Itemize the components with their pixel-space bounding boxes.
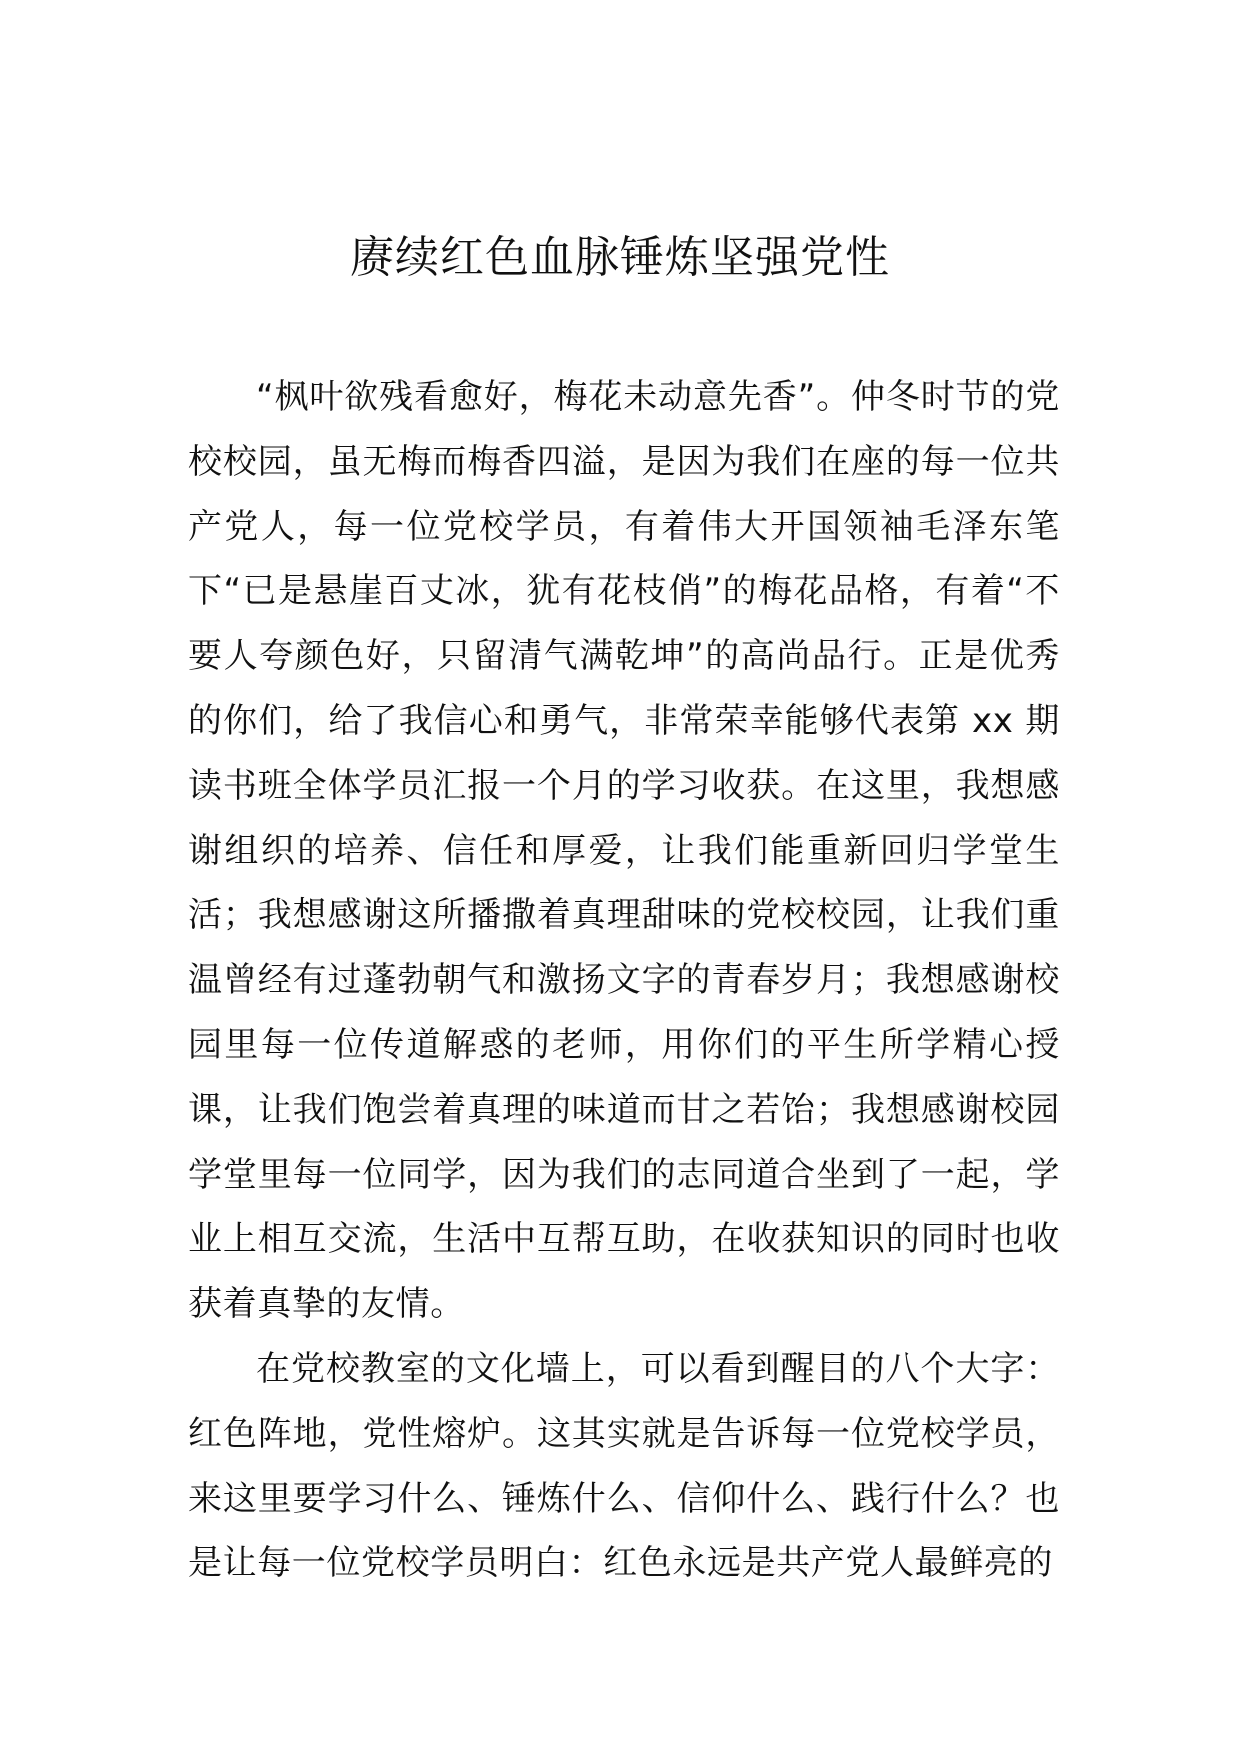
paragraph-2: 在党校教室的文化墙上，可以看到醒目的八个大字：红色阵地，党性熔炉。这其实就是告诉每一位党校学员，来这里要学习什么、锤炼什么、信仰什么、践行什么？也是让每一位党校学员明白：红色永远是共产党人最鲜亮的 <box>188 1348 1060 1584</box>
document-title: 赓续红色血脉锤炼坚强党性 <box>350 232 890 283</box>
document-body <box>188 365 1060 1596</box>
paragraph-1: “枫叶欲残看愈好，梅花未动意先香”。仲冬时节的党校校园，虽无梅而梅香四溢，是因为我们在座的每一位共产党人，每一位党校学员，有着伟大开国领袖毛泽东笔下“已是悬崖百丈冰，犹有花枝俏”的梅花品格，有着“不要人夸颜色好，只留清气满乾坤”的高尚品行。正是优秀的你们，给了我信心和勇气，非常荣幸能够代表第 xx 期读书班全体学员汇报一个月的学习收获。在这里，我想感谢组织的培养、信任和厚爱，让我们能重新回归学堂生活；我想感谢这所播撒着真理甜味的党校校园，让我们重温曾经有过蓬勃朝气和激扬文字的青春岁月；我想感谢校园里每一位传道解惑的老师，用你们的平生所学精心授课，让我们饱尝着真理的味道而甘之若饴；我想感谢校园学堂里每一位同学，因为我们的志同道合坐到了一起，学业上相互交流，生活中互帮互助，在收获知识的同时也收获着真挚的友情。 <box>188 377 1060 1325</box>
